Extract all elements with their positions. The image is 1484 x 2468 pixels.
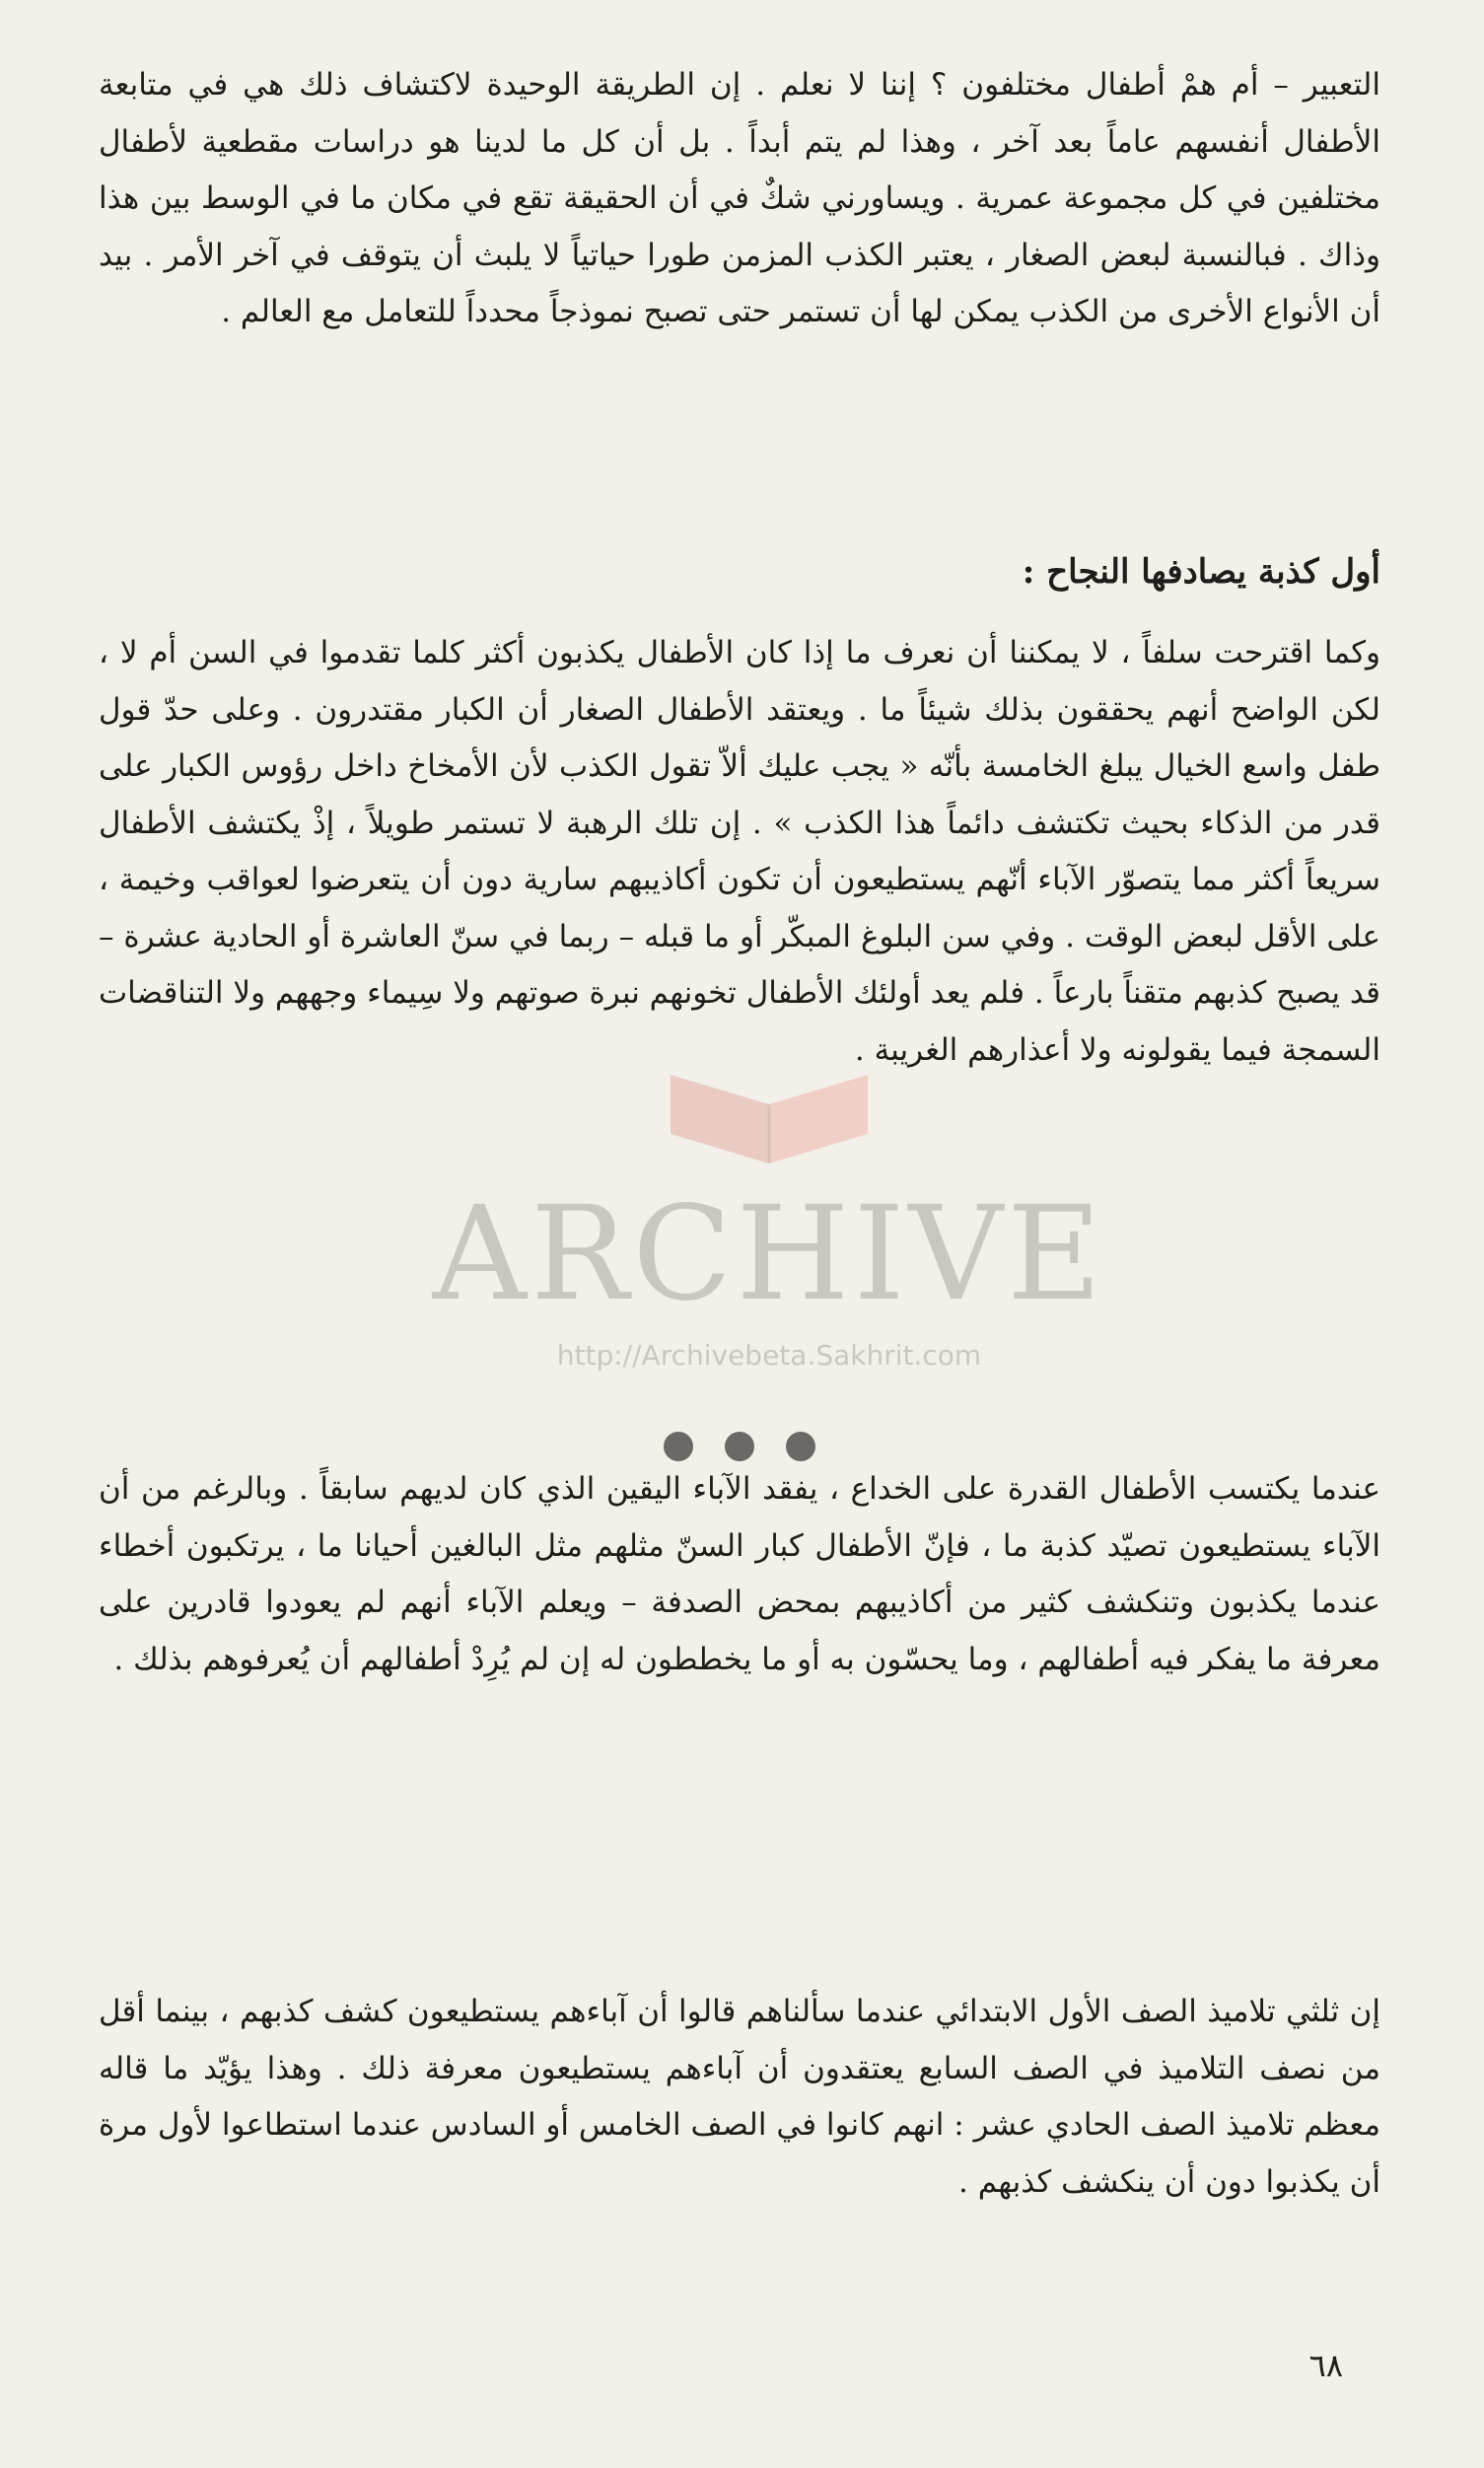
divider-dot: [725, 1432, 754, 1461]
divider-dot: [786, 1432, 815, 1461]
paragraph-3: عندما يكتسب الأطفال القدرة على الخداع ، يفقد الآباء اليقين الذي كان لديهم سابقاً . وبالرغم من أن الآباء يستطيعون تصيّد كذبة ما ، فإنّ الأطفال كبار السنّ مثلهم مثل البالغين أحيانا ما ، يرتكبون أخطاء عندما يكذبون وتنكشف كثير من أكاذيبهم بمحض الصدفة – ويعلم الآباء أنهم لم يعودوا قادرين على معرفة ما يفكر فيه أطفالهم ، وما يحسّون به أو ما يخططون له إن لم يُرِدْ أطفالهم أن يُعرفوهم بذلك .: [99, 1471, 1380, 1677]
divider-dot: [664, 1432, 693, 1461]
book-page: [99, 39, 1380, 2426]
section-heading: أول كذبة يصادفها النجاح :: [1022, 552, 1380, 592]
section-divider: [664, 1432, 815, 1461]
paragraph-4: إن ثلثي تلاميذ الصف الأول الابتدائي عندما سألناهم قالوا أن آباءهم يستطيعون كشف كذبهم ، بينما أقل من نصف التلاميذ في الصف السابع يعتقدون أن آباءهم يستطيعون معرفة ذلك . وهذا يؤيّد ما قاله معظم تلاميذ الصف الحادي عشر : انهم كانوا في الصف الخامس أو السادس عندما استطاعوا لأول مرة أن يكذبوا دون أن ينكشف كذبهم .: [99, 1994, 1380, 2200]
watermark-url: http://Archivebeta.Sakhrit.com: [556, 1339, 982, 1372]
paragraph-1: التعبير – أم همْ أطفال مختلفون ؟ إننا لا نعلم . إن الطريقة الوحيدة لاكتشاف ذلك هي في متابعة الأطفال أنفسهم عاماً بعد آخر ، وهذا لم يتم أبداً . بل أن كل ما لدينا هو دراسات مقطعية لأطفال مختلفين في كل مجموعة عمرية . ويساورني شكٌ في أن الحقيقة تقع في مكان ما في الوسط بين هذا وذاك . فبالنسبة لبعض الصغار ، يعتبر الكذب المزمن طورا حياتياً لا يلبث أن يتوقف في آخر الأمر . بيد أن الأنواع الأخرى من الكذب يمكن لها أن تستمر حتى تصبح نموذجاً محدداً للتعامل مع العالم .: [99, 67, 1380, 329]
watermark-logo-text: ARCHIVE: [432, 1178, 1106, 1330]
paragraph-2: وكما اقترحت سلفاً ، لا يمكننا أن نعرف ما إذا كان الأطفال يكذبون أكثر كلما تقدموا في السن أم لا ، لكن الواضح أنهم يحققون بذلك شيئاً ما . ويعتقد الأطفال الصغار أن الكبار مقتدرون . وعلى حدّ قول طفل واسع الخيال يبلغ الخامسة بأنّه « يجب عليك ألاّ تقول الكذب لأن الأمخاخ داخل رؤوس الكبار على قدر من الذكاء بحيث تكتشف دائماً هذا الكذب » . إن تلك الرهبة لا تستمر طويلاً ، إذْ يكتشف الأطفال سريعاً أكثر مما يتصوّر الآباء أنّهم يستطيعون أن تكون أكاذيبهم سارية دون أن يتعرضوا لعواقب وخيمة ، على الأقل لبعض الوقت . وفي سن البلوغ المبكّر أو ما قبله – ربما في سنّ العاشرة أو الحادية عشرة – قد يصبح كذبهم متقناً بارعاً . فلم يعد أولئك الأطفال تخونهم نبرة صوتهم ولا سِيماء وجههم ولا التناقضات السمجة فيما يقولونه ولا أعذارهم الغريبة .: [99, 635, 1380, 1068]
page-number: ٦٨: [1308, 2347, 1343, 2384]
